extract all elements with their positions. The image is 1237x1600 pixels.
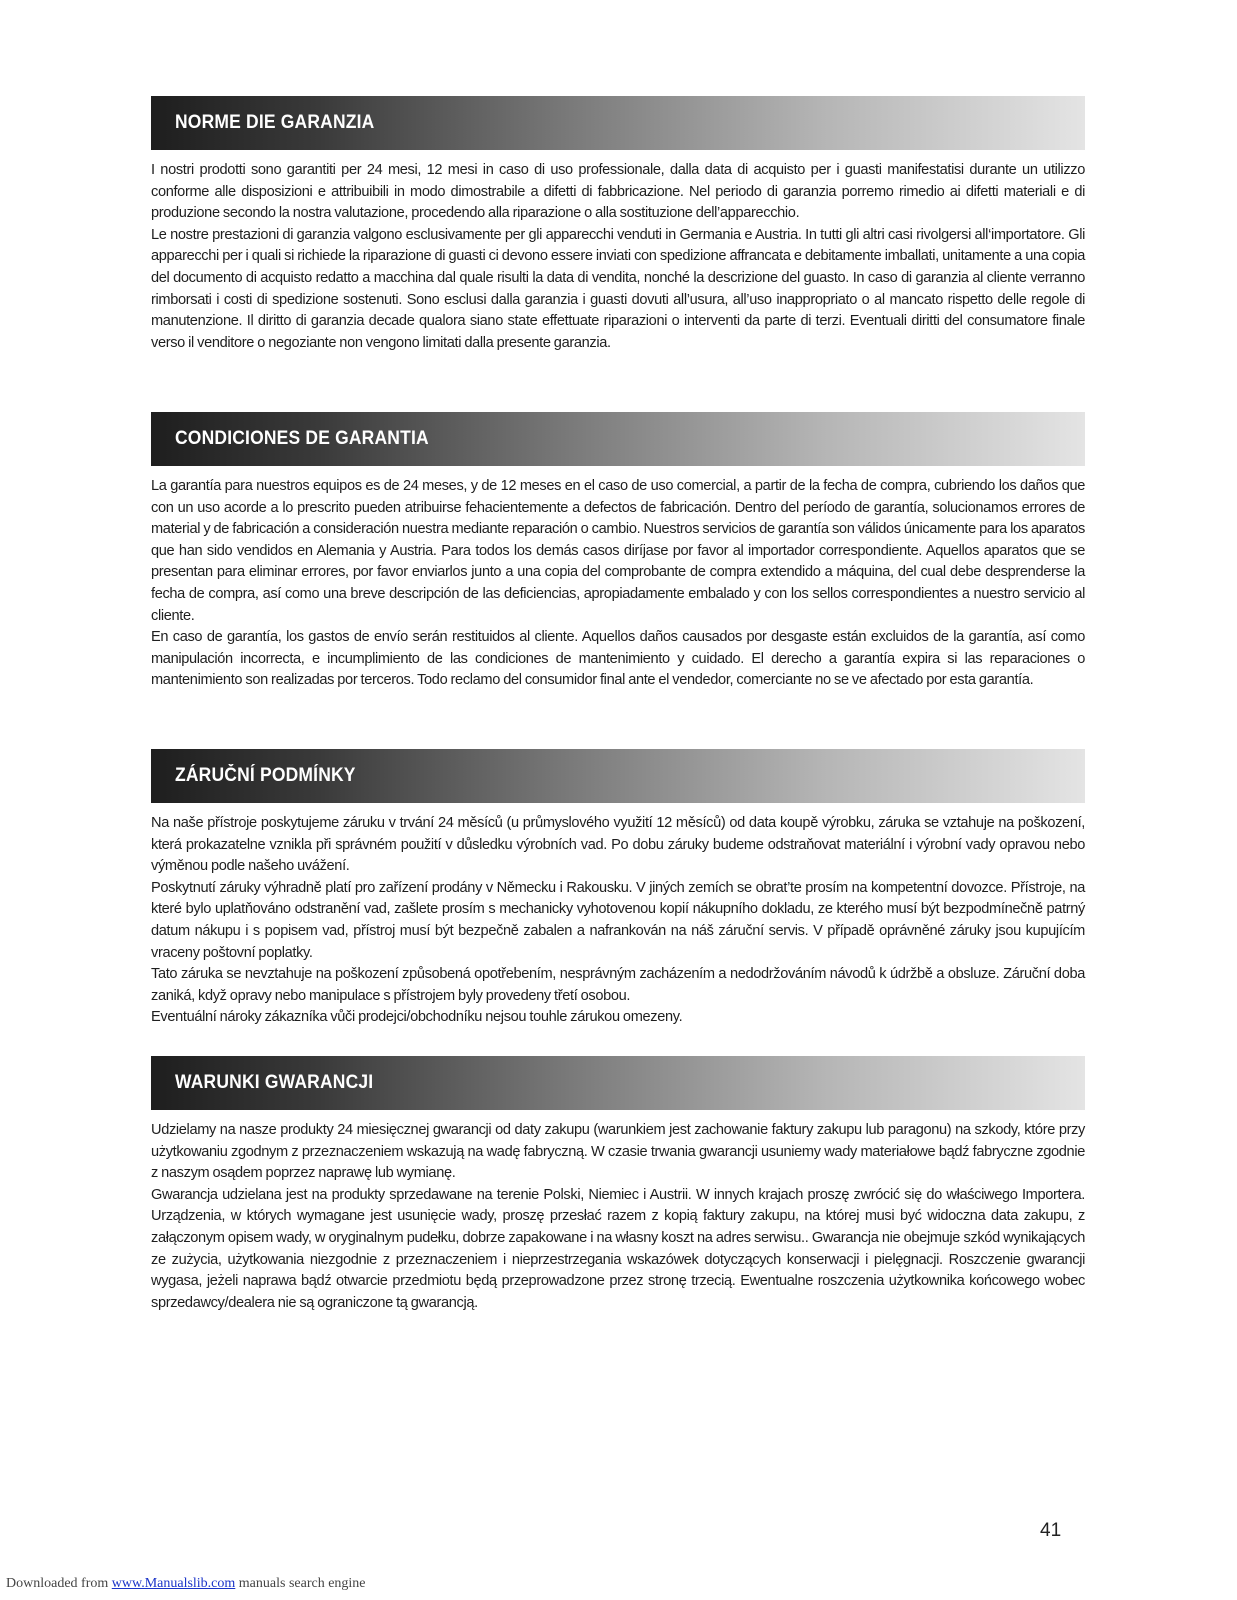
section-banner: [151, 1056, 1085, 1110]
paragraph: En caso de garantía, los gastos de envío serán restituidos al cliente. Aquellos daños causados por desgaste están excluidos de la garantía, así como manipulación incorrecta, e incumplimiento de las condiciones de mantenimiento y cuidado. El derecho a garantía expira si las reparaciones o mantenimiento son realizadas por terceros. Todo reclamo del consumidor final ante el vendedor, comerciante no se ve afectado por esta garantía.: [151, 629, 1085, 689]
paragraph: Poskytnutí záruky výhradně platí pro zařízení prodány v Německu i Rakousku. V jiných zemích se obrat’te prosím na kompetentní dovozce. Přístroje, na které bylo uplatňováno odstranění vad, zašlete prosím s mechanicky vyhotovenou kopií nákupního dokladu, ze kterého musí být bezpodmínečně patrný datum nákupu i s popisem vad, přístroj musí být bezpečně zabalen a nafrankován na náš záruční servis. V případě oprávněné záruky jsou kupujícím vraceny poštovní poplatky.: [151, 879, 1085, 961]
section-title: CONDICIONES DE GARANTIA: [175, 428, 429, 449]
paragraph: Udzielamy na nasze produkty 24 miesięcznej gwarancji od daty zakupu (warunkiem jest zachowanie faktury zakupu lub paragonu) na szkody, które przy użytkowaniu zgodnym z przeznaczeniem wskazują na wadę fabryczną. W czasie trwania gwarancji usuniemy wady materiałowe bądź fabryczne zgodnie z naszym osądem poprzez naprawę lub wymianę.: [151, 1122, 1085, 1182]
section-banner: [151, 96, 1085, 150]
section-zarucni-podminky: [151, 749, 1085, 1029]
section-banner: [151, 412, 1085, 466]
paragraph: I nostri prodotti sono garantiti per 24 mesi, 12 mesi in caso di uso professionale, dalla data di acquisto per i guasti manifestatisi durante un utilizzo conforme alle disposizioni e attribuibili in modo dimostrabile a difetti di fabbricazione. Nel periodo di garanzia porremo rimedio ai difetti materiali e di produzione secondo la nostra valutazione, procedendo alla riparazione o alla sostituzione dell’apparecchio.: [151, 162, 1085, 222]
section-body: [151, 1120, 1085, 1314]
paragraph: Eventuální nároky zákazníka vůči prodejci/obchodníku nejsou touhle zárukou omezeny.: [151, 1009, 683, 1026]
section-warunki-gwarancji: [151, 1056, 1085, 1314]
section-body: [151, 160, 1085, 354]
paragraph: La garantía para nuestros equipos es de 24 meses, y de 12 meses en el caso de uso comercial, a partir de la fecha de compra, cubriendo los daños que con un uso acorde a lo prescrito pueden atribuirse fehacientemente a defectos de fabricación. Dentro del período de garantía, solucionamos errores de material y de fabricación a consideración nuestra mediante reparación o cambio. Nuestros servicios de garantía son válidos únicamente para los aparatos que han sido vendidos en Alemania y Austria. Para todos los demás casos diríjase por favor al importador correspondiente. Aquellos aparatos que se presentan para eliminar errores, por favor enviarlos junto a una copia del comprobante de compra extendido a máquina, del cual debe desprenderse la fecha de compra, así como una breve descripción de las deficiencias, apropiadamente embalado y con los sellos correspondientes a nuestro servicio al cliente.: [151, 478, 1085, 624]
section-norme-die-garanzia: [151, 96, 1085, 354]
section-condiciones-de-garantia: [151, 412, 1085, 692]
section-title: NORME DIE GARANZIA: [175, 112, 375, 133]
paragraph: Le nostre prestazioni di garanzia valgono esclusivamente per gli apparecchi venduti in Germania e Austria. In tutti gli altri casi rivolgersi all‘importatore. Gli apparecchi per i quali si richiede la riparazione di guasti ci devono essere inviati con spedizione affrancata e debitamente imballati, unitamente a una copia del documento di acquisto redatto a macchina dal quale risulti la data di vendita, nonché la descrizione del guasto. In caso di garanzia al cliente verranno rimborsati i costi di spedizione sostenuti. Sono esclusi dalla garanzia i guasti dovuti all’usura, all’uso inappropriato o al mancato rispetto delle regole di manutenzione. Il diritto di garanzia decade qualora siano state effettuate riparazioni o interventi da parte di terzi. Eventuali diritti del consumatore finale verso il venditore o negoziante non vengono limitati dalla presente garanzia.: [151, 226, 1085, 351]
section-body: [151, 476, 1085, 692]
paragraph: Tato záruka se nevztahuje na poškození způsobená opotřebením, nesprávným zacházením a nedodržováním návodů k údržbě a obsluze. Záruční doba zaniká, když opravy nebo manipulace s přístrojem byly provedeny třetí osobou.: [151, 966, 1085, 1004]
section-body: [151, 813, 1085, 1029]
footer-suffix: manuals search engine: [235, 1576, 366, 1591]
paragraph: Gwarancja udzielana jest na produkty sprzedawane na terenie Polski, Niemiec i Austrii. W innych krajach proszę zwrócić się do właściwego Importera. Urządzenia, w których wymagane jest usunięcie wady, proszę przesłać razem z kopią faktury zakupu, na której musi być widoczna data zakupu, z załączonym opisem wady, w oryginalnym pudełku, dobrze zapakowane i na własny koszt na adres serwisu.. Gwarancja nie obejmuje szkód wynikających ze zużycia, użytkowania niezgodnie z przeznaczeniem i nieprzestrzegania wskazówek dotyczących konserwacji i pielęgnacji. Roszczenie gwarancji wygasa, jeżeli naprawa bądź otwarcie przedmiotu będą przeprowadzone przez stronę trzecią. Ewentualne roszczenia użytkownika końcowego wobec sprzedawcy/dealera nie są ograniczone tą gwarancją.: [151, 1186, 1085, 1311]
manualslib-link[interactable]: www.Manualslib.com: [111, 1576, 236, 1591]
download-footer: [6, 1576, 366, 1592]
section-title: WARUNKI GWARANCJI: [175, 1072, 374, 1093]
section-title: ZÁRUČNÍ PODMÍNKY: [175, 765, 356, 786]
section-banner: [151, 749, 1085, 803]
footer-prefix: Downloaded from: [6, 1576, 112, 1591]
paragraph: Na naše přístroje poskytujeme záruku v trvání 24 měsíců (u průmyslového využití 12 měsíců) od data koupě výrobku, záruka se vztahuje na poškození, která prokazatelne vznikla při správném použití v důsledku výrobních vad. Po dobu záruky budeme odstraňovat materiální i výrobní vady opravou nebo výměnou podle našeho uvážení.: [151, 815, 1085, 875]
page-number: 41: [1040, 1520, 1062, 1541]
